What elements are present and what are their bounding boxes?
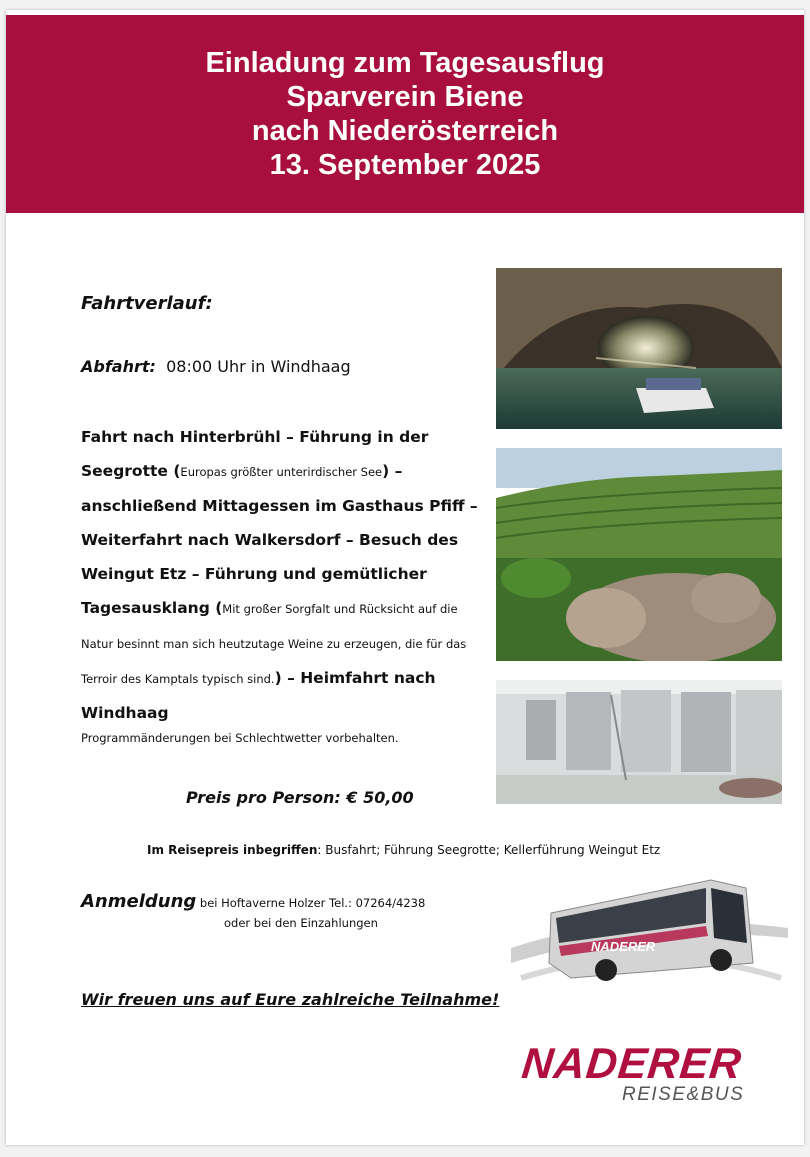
bus-brand-text: NADERER — [591, 939, 656, 954]
section-title: Fahrtverlauf: — [81, 293, 213, 314]
registration-line-2: oder bei den Einzahlungen — [224, 916, 378, 930]
naderer-logo — [519, 1040, 782, 1130]
program-note-2: Mit großer Sorgfalt und Rücksicht auf die Natur besinnt man sich heutzutage Weine zu erzeugen, die für das Terroir des Kamptals typisch sind. — [81, 602, 467, 686]
bus-illustration — [511, 868, 788, 1000]
included-services — [147, 843, 660, 857]
registration — [81, 891, 425, 912]
title-line-1: Einladung zum Tagesausflug — [205, 47, 605, 79]
photo-vineyard — [496, 448, 782, 661]
registration-line-1: bei Hoftaverne Holzer Tel.: 07264/4238 — [196, 896, 426, 910]
paren-open: ( — [173, 462, 181, 480]
included-label: Im Reisepreis inbegriffen — [147, 843, 318, 857]
price: Preis pro Person: € 50,00 — [186, 788, 414, 807]
title-line-2: Sparverein Biene — [286, 81, 524, 113]
program-description — [81, 420, 481, 730]
title-banner — [6, 15, 804, 213]
invitation-page — [6, 10, 804, 1145]
paren-close: ) — [382, 462, 390, 480]
vineyard-image — [496, 448, 782, 661]
photo-wine-cellar — [496, 680, 782, 804]
closing-message: Wir freuen uns auf Eure zahlreiche Teilnahme! — [81, 990, 500, 1009]
seegrotte-image — [496, 268, 782, 429]
cellar-image — [496, 680, 782, 804]
logo-sub: REISE&BUS — [622, 1084, 745, 1105]
program-part-3: – Heimfahrt nach Windhaag — [81, 669, 436, 722]
title-line-3: nach Niederösterreich — [251, 115, 559, 147]
bus-image — [511, 868, 788, 1000]
program-part-2: – anschließend Mittagessen im Gasthaus Pfiff – Weiterfahrt nach Walkersdorf – Besuch des Weingut Etz – Führung und gemütlicher Tagesausklang — [81, 462, 478, 617]
departure — [81, 357, 351, 376]
departure-label: Abfahrt: — [81, 357, 156, 376]
paren-close: ) — [274, 669, 282, 687]
logo-name: NADERER — [519, 1040, 745, 1088]
registration-label: Anmeldung — [81, 891, 197, 912]
paren-open: ( — [215, 599, 223, 617]
program-part-1: Fahrt nach Hinterbrühl – Führung in der Seegrotte — [81, 428, 429, 480]
weather-note: Programmänderungen bei Schlechtwetter vorbehalten. — [81, 731, 399, 745]
departure-value: 08:00 Uhr in Windhaag — [166, 357, 351, 376]
program-note-1: Europas größter unterirdischer See — [180, 465, 383, 479]
photo-seegrotte — [496, 268, 782, 429]
title-line-4: 13. September 2025 — [269, 149, 541, 181]
included-value: : Busfahrt; Führung Seegrotte; Kellerführung Weingut Etz — [317, 843, 661, 857]
